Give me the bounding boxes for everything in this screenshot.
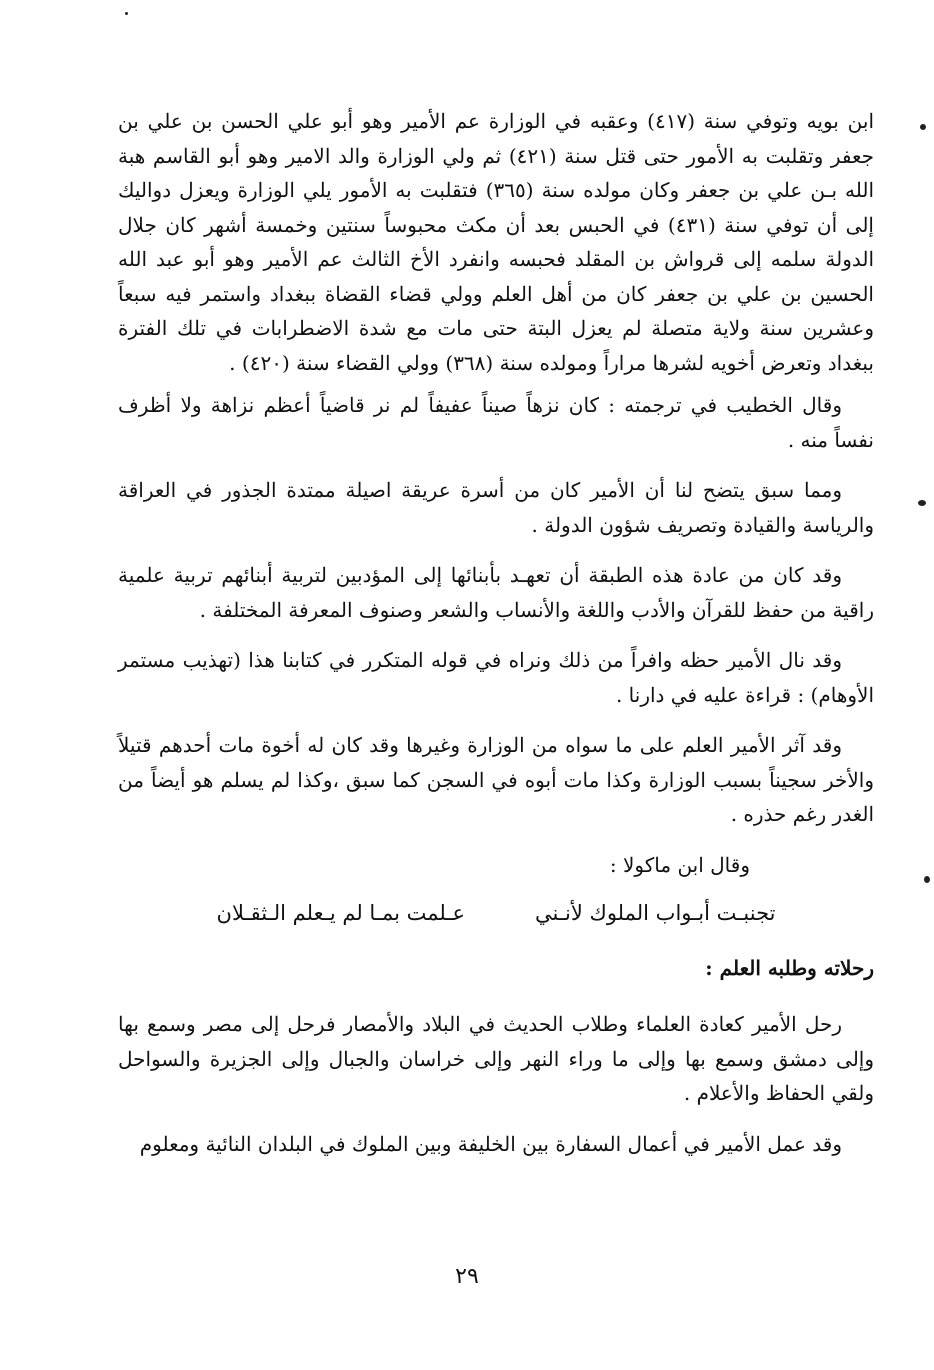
- paragraph-travels: رحل الأمير كعادة العلماء وطلاب الحديث في البلاد والأمصار فرحل إلى مصر وسمع بها وإلى دمشق وسمع بها وإلى ما وراء النهر وإلى خراسان والجبال وإلى الجزيرة والسواحل ولقي الحفاظ والأعلام .: [118, 1012, 874, 1105]
- paragraph-embassy: وقد عمل الأمير في أعمال السفارة بين الخليفة وبين الملوك في البلدان النائية ومعلوم: [139, 1131, 842, 1156]
- scan-speck: [125, 12, 128, 15]
- quote-introduction: وقال ابن ماكولا :: [609, 852, 750, 877]
- page-number: ٢٩: [455, 1264, 479, 1289]
- paragraph-family-history: ابن بويه وتوفي سنة (٤١٧) وعقبه في الوزارة عم الأمير وهو أبو علي الحسن بن علي بن جعفر وتقلبت به الأمور حتى قتل سنة (٤٢١) ثم ولي الوزارة والد الامير وهو أبو القاسم هبة الله بـن علي بن جعفر وكان مولده سنة (٣٦٥) فتقلبت به الأمور يلي الوزارة ويعزل دواليك إلى أن توفي سنة (٤٣١) في الحبس بعد أن مكث محبوساً سنتين وخمسة أشهر كان جلال الدولة سلمه إلى قرواش بن المقلد فحبسه وانفرد الأخ الثالث عم الأمير وهو أبو عبد الله الحسين بن علي بن جعفر كان من أهل العلم وولي قضاء القضاة ببغداد واستمر فيه سبعاً وعشرين سنة ولاية متصلة لم يعزل البتة حتى مات مع شدة الاضطرابات في تلك الفترة ببغداد وتعرض أخويه لشرها مراراً ومولده سنة (٣٦٨) وولي القضاء سنة (٤٢٠) .: [118, 109, 875, 375]
- section-heading: رحلاته وطلبه العلم :: [705, 955, 874, 980]
- scan-speck: [920, 124, 926, 130]
- text-column: [118, 104, 874, 1177]
- paragraph-knowledge-over-ministry: وقد آثر الأمير العلم على ما سواه من الوزارة وغيرها وقد كان له أخوة مات أحدهم قتيلاً والأخر سجيناً بسبب الوزارة وكذا مات أبوه في السجن كما سبق ،وكذا لم يسلم هو أيضاً من الغدر رغم حذره .: [118, 733, 874, 826]
- paragraph-education-custom: وقد كان من عادة هذه الطبقة أن تعهـد بأبنائها إلى المؤدبين لتربية أبنائهم تربية علمية راقية من حفظ للقرآن والأدب واللغة والأنساب والشعر وصنوف المعرفة المختلفة .: [118, 563, 874, 622]
- paragraph-lineage-summary: ومما سبق يتضح لنا أن الأمير كان من أسرة عريقة اصيلة ممتدة الجذور في العراقة والرياسة والقيادة وتصريف شؤون الدولة .: [118, 478, 874, 537]
- paragraph-emir-share: وقد نال الأمير حظه وافراً من ذلك ونراه في قوله المتكرر في كتابنا هذا (تهذيب مستمر الأوهام) : قراءة عليه في دارنا .: [118, 648, 874, 707]
- verse-second-hemistich: عـلمت بمـا لم يـعلم الـثقـلان: [216, 901, 466, 925]
- verse-first-hemistich: تجنبـت أبـواب الملوك لأنـني: [535, 901, 776, 925]
- scan-speck: [918, 500, 926, 506]
- poetry-verse: [118, 896, 874, 931]
- paragraph-khatib-quote: وقال الخطيب في ترجمته : كان نزهاً صيناً عفيفاً لم نر قاضياً أعظم نزاهة ولا أظرف نفساً منه .: [118, 393, 874, 452]
- scan-speck: [924, 876, 930, 883]
